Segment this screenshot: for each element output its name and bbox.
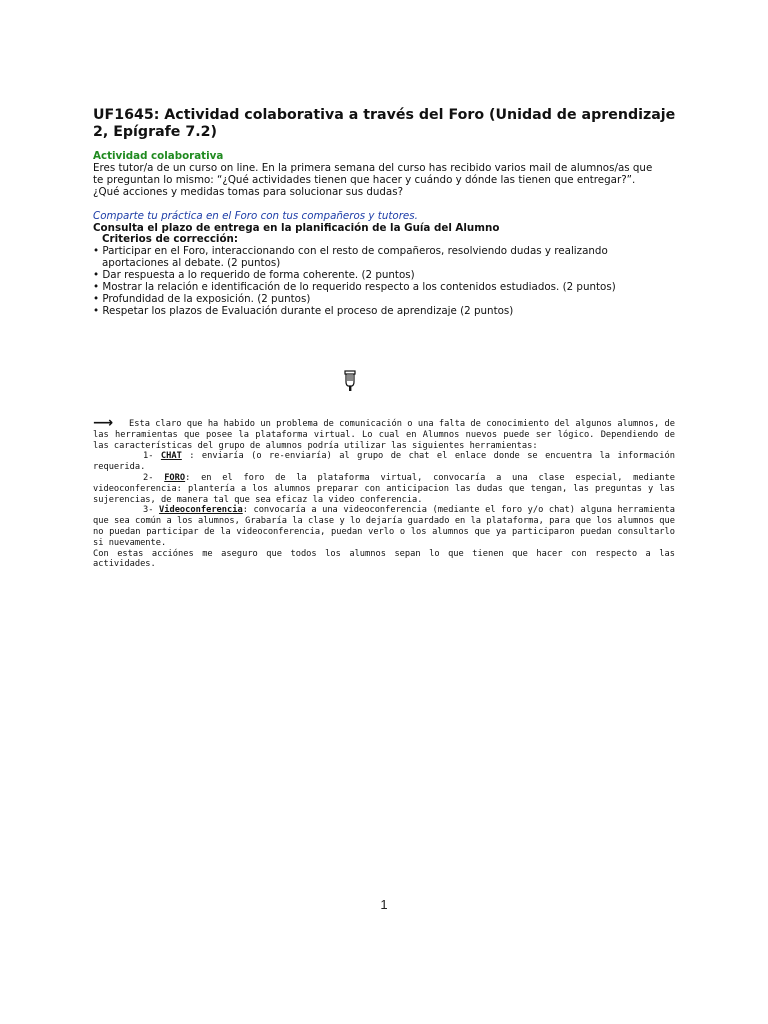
- tool-name: Videoconferencia: [159, 505, 243, 516]
- criteria-item: • Participar en el Foro, interaccionando con el resto de compañeros, resolviendo dudas y realizando: [93, 245, 608, 258]
- activity-body-line: te preguntan lo mismo: “¿Qué actividades tienen que hacer y cuándo y dónde las tienen que entregar?”.: [93, 173, 636, 186]
- criteria-item: • Dar respuesta a lo requerido de forma coherente. (2 puntos): [93, 269, 415, 282]
- tool-text: : en el foro de la plataforma virtual, convocaría a una clase especial, mediante videoconferencia: plantería a los alumnos preparar con anticipacion las dudas que tengan, las preguntas y las sujerencias, de manera tal que sea eficaz la video conferencia.: [93, 472, 675, 505]
- criteria-item: • Mostrar la relación e identificación de lo requerido respecto a los contenidos estudiados. (2 puntos): [93, 281, 616, 294]
- answer-intro: Esta claro que ha habido un problema de comunicación o una falta de conocimiento del algunos alumnos, de las herramientas que posee la plataforma virtual. Lo cual en Alumnos nuevos puede ser lógico. Dependiendo de las características del grupo de alumnos podría utilizar las siguientes herramientas:: [93, 419, 675, 451]
- tool-item-videoconferencia: [93, 505, 675, 548]
- tool-number: 3-: [143, 505, 154, 516]
- share-note: Comparte tu práctica en el Foro con tus compañeros y tutores.: [93, 209, 418, 222]
- criteria-item: • Respetar los plazos de Evaluación durante el proceso de aprendizaje (2 puntos): [93, 304, 514, 317]
- tool-number: 2-: [143, 472, 154, 483]
- tool-item-foro: [93, 473, 675, 505]
- page-number: 1: [380, 897, 388, 912]
- criteria-item: • Profundidad de la exposición. (2 puntos): [93, 292, 311, 305]
- tool-name: FORO: [164, 472, 186, 483]
- tool-name: CHAT: [160, 451, 182, 462]
- deadline-note: Consulta el plazo de entrega en la planificación de la Guía del Alumno: [93, 221, 500, 234]
- activity-body-line: Eres tutor/a de un curso on line. En la primera semana del curso has recibido varios mail de alumnos/as que: [93, 161, 653, 174]
- criteria-title: Criterios de corrección:: [102, 233, 238, 246]
- answer-text: [93, 415, 675, 570]
- tool-number: 1-: [143, 451, 154, 462]
- tool-text: : convocaría a una videoconferencia (mediante el foro y/o chat) alguna herramienta que sea común a los alumnos, Grabaría la clase y lo dejaría guardado en la plataforma, para que los alumnos que no puedan participar de la videoconferencia, puedan verlo o los alumnos que ya participaron puedan consultarlo si nuevamente.: [93, 505, 675, 548]
- pointing-hand-down-icon: [343, 370, 357, 392]
- criteria-item: aportaciones al debate. (2 puntos): [102, 257, 281, 270]
- document-title: UF1645: Actividad colaborativa a través del Foro (Unidad de aprendizaje 2, Epígrafe 7.2): [93, 107, 676, 140]
- activity-section: [93, 151, 693, 318]
- tool-item-chat: [93, 451, 675, 473]
- right-arrow-icon: ⟶: [93, 415, 114, 431]
- answer-intro-paragraph: [93, 415, 675, 451]
- tool-text: : enviaría (o re-enviaría) al grupo de chat el enlace donde se encuentra la información requerida.: [93, 451, 675, 473]
- activity-heading: Actividad colaborativa: [93, 150, 224, 162]
- answer-closing: Con estas acciónes me aseguro que todos los alumnos sepan lo que tienen que hacer con respecto a las actividades.: [93, 548, 675, 570]
- activity-body-line: ¿Qué acciones y medidas tomas para solucionar sus dudas?: [93, 185, 404, 198]
